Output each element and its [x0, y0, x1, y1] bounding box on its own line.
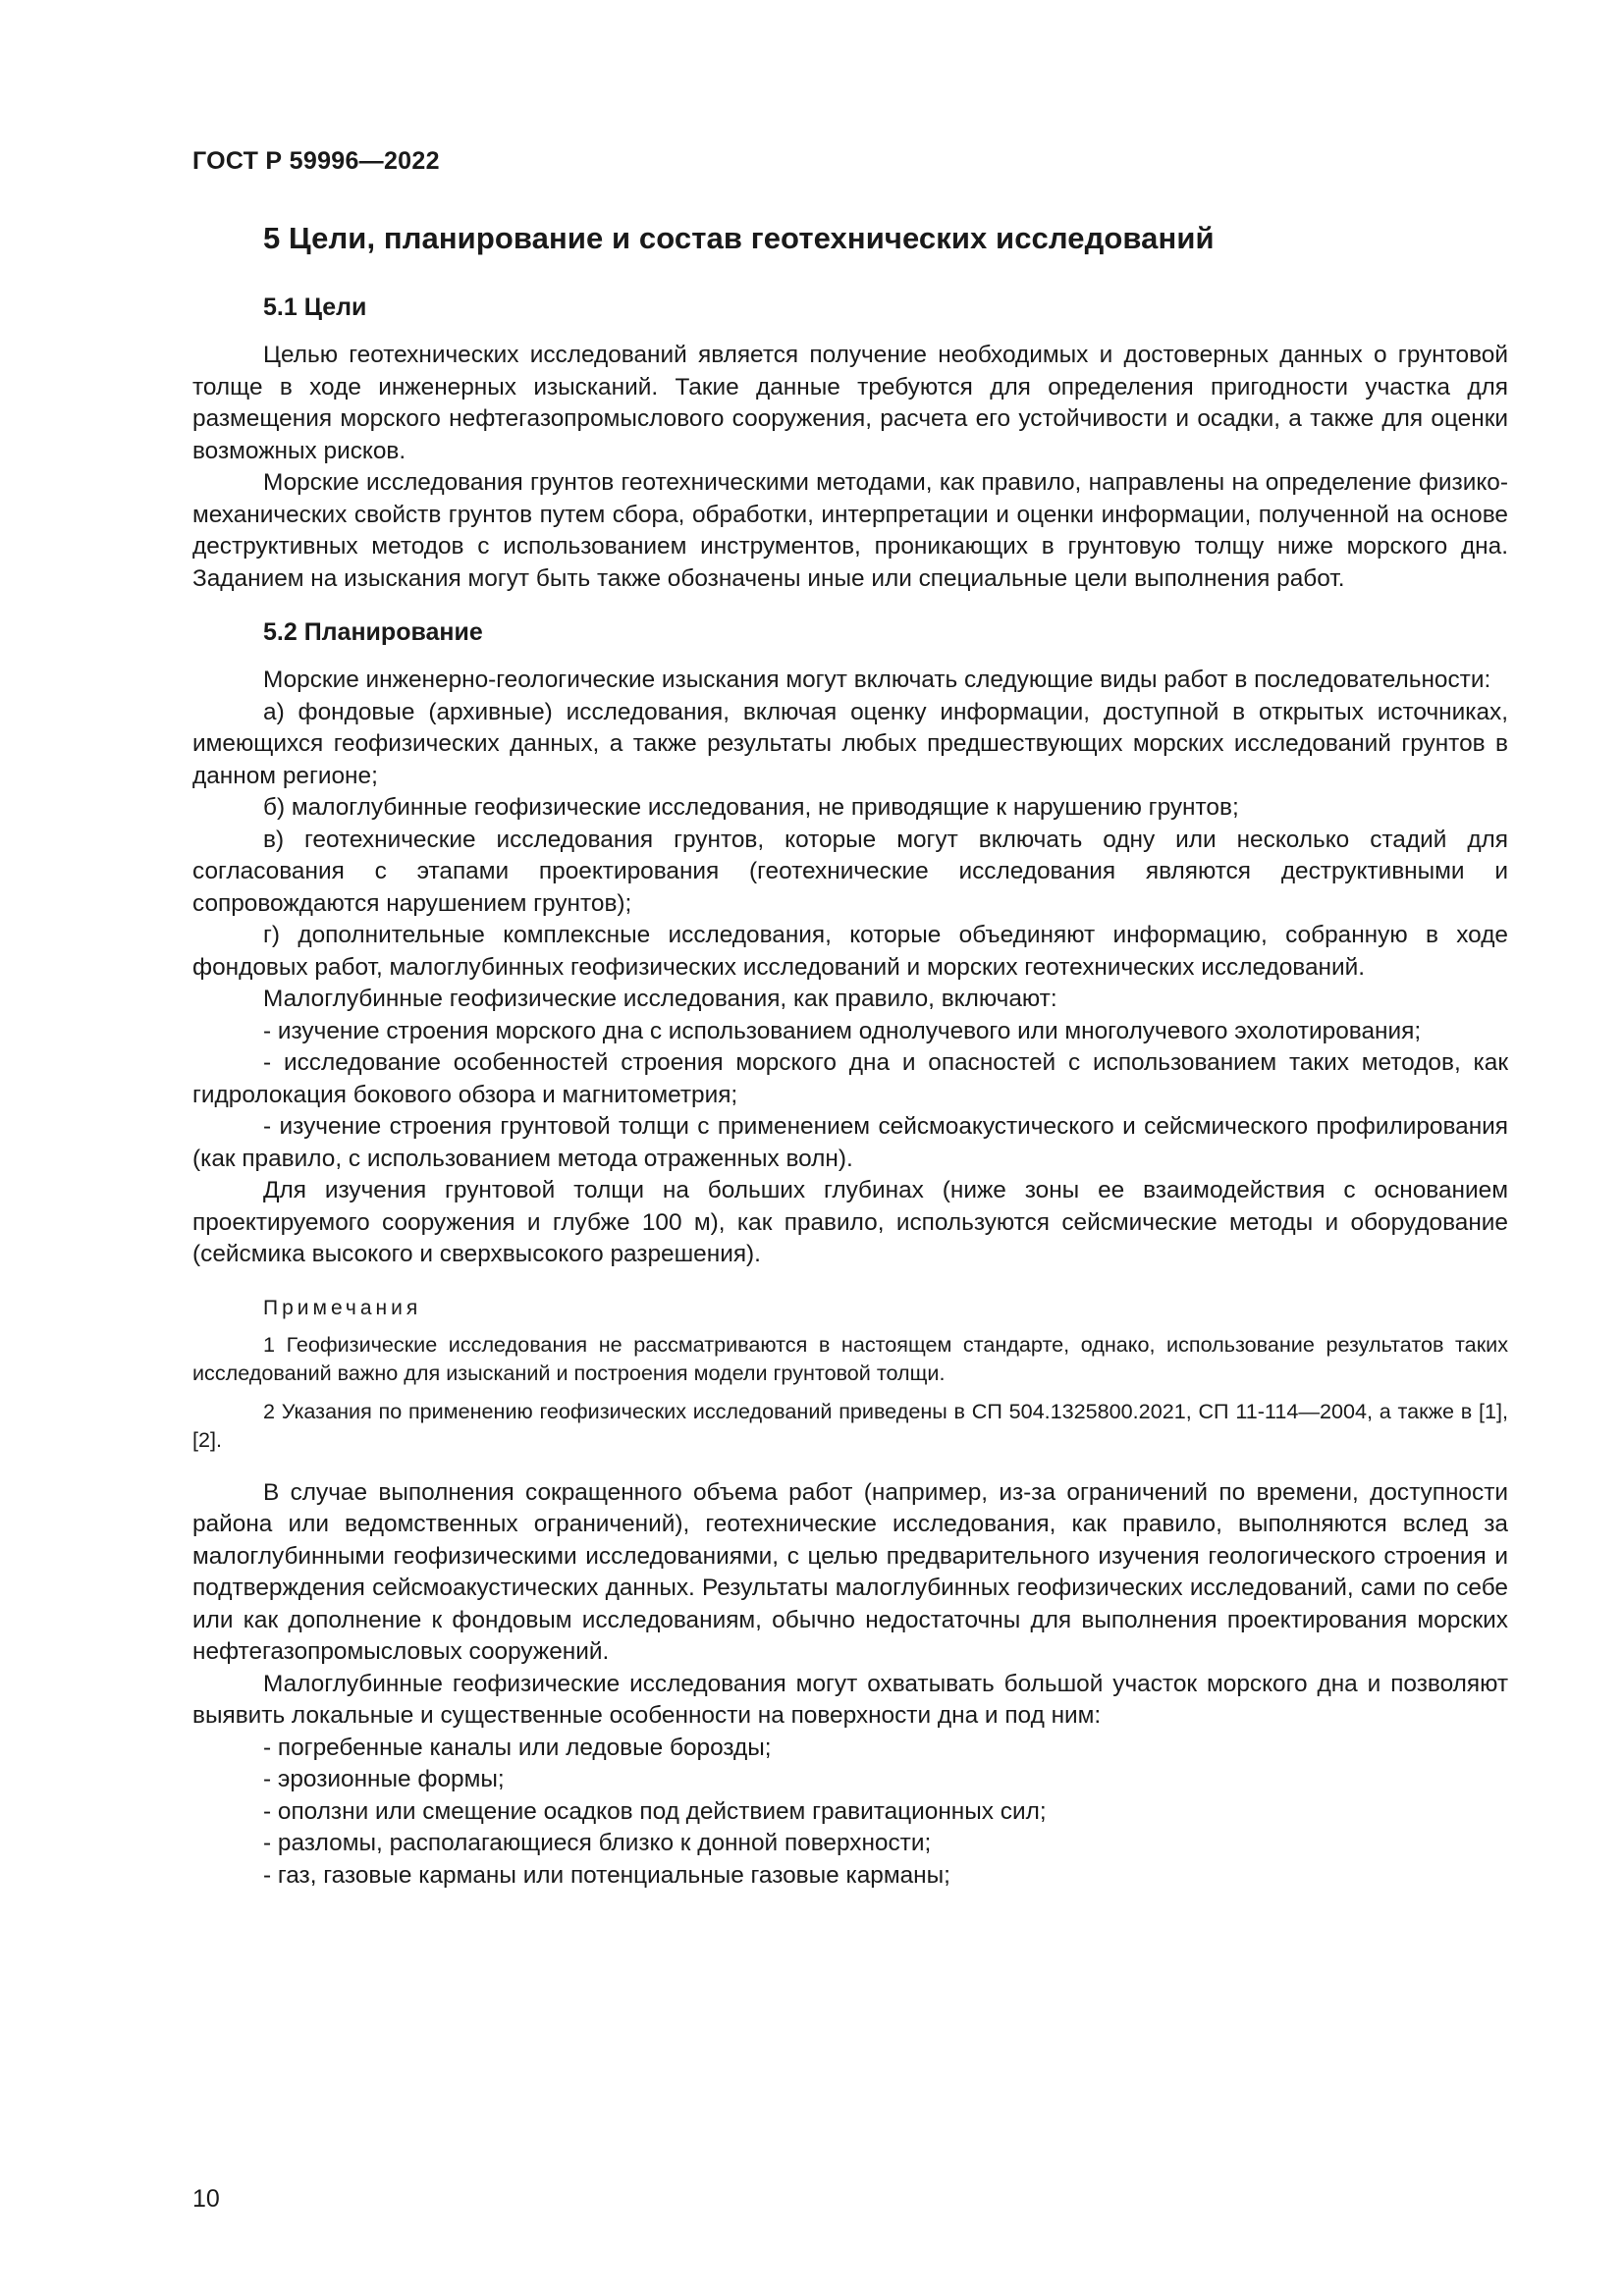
paragraph: Малоглубинные геофизические исследования могут охватывать большой участок морского дна и позволяют выявить локальные и существенные особенности на поверхности дна и под ним: — [192, 1670, 1508, 1729]
standard-code: ГОСТ Р 59996—2022 — [192, 147, 440, 175]
list-item: - газ, газовые карманы или потенциальные газовые карманы; — [263, 1861, 950, 1889]
list-item: - изучение строения морского дна с использованием однолучевого или многолучевого эхолотирования; — [263, 1017, 1422, 1044]
list-item: - изучение строения грунтовой толщи с применением сейсмоакустического и сейсмического профилирования (как правило, с использованием метода отраженных волн). — [192, 1113, 1508, 1172]
subsection-title-planning: 5.2 Планирование — [263, 618, 483, 646]
list-item: - разломы, располагающиеся близко к донной поверхности; — [263, 1830, 932, 1856]
subsection-title-goals: 5.1 Цели — [263, 294, 367, 321]
list-item: - оползни или смещение осадков под действием гравитационных сил; — [263, 1797, 1047, 1825]
page-number: 10 — [192, 2185, 220, 2213]
paragraph: Морские инженерно-геологические изыскания могут включать следующие виды работ в последовательности: — [263, 667, 1491, 693]
list-item: - исследование особенностей строения морского дна и опасностей с использованием таких методов, как гидролокация бокового обзора и магнитометрия; — [192, 1049, 1508, 1108]
notes-title: Примечания — [263, 1296, 422, 1319]
paragraph: Морские исследования грунтов геотехническими методами, как правило, направлены на определение физико-механических свойств грунтов путем сбора, обработки, интерпретации и оценки информации, полученной на основе деструктивных методов с использованием инструментов, проникающих в грунтовую толщу ниже морского дна. Заданием на изыскания могут быть также обозначены иные или специальные цели выполнения работ. — [192, 469, 1508, 592]
note: 1 Геофизические исследования не рассматриваются в настоящем стандарте, однако, использование результатов таких исследований важно для изысканий и построения модели грунтовой толщи. — [192, 1331, 1508, 1385]
list-item: - эрозионные формы; — [263, 1766, 505, 1792]
paragraph: Целью геотехнических исследований является получение необходимых и достоверных данных о грунтовой толще в ходе инженерных изысканий. Такие данные требуются для определения пригодности участка для размещения морского нефтегазопромыслового сооружения, расчета его устойчивости и осадки, а также для оценки возможных рисков. — [192, 342, 1508, 464]
list-item: - погребенные каналы или ледовые борозды; — [263, 1734, 772, 1761]
paragraph: Для изучения грунтовой толщи на больших глубинах (ниже зоны ее взаимодействия с основанием проектируемого сооружения и глубже 100 м), как правило, используются сейсмические методы и оборудование (сейсмика высокого и сверхвысокого разрешения). — [192, 1177, 1508, 1267]
list-item: г) дополнительные комплексные исследования, которые объединяют информацию, собранную в ходе фондовых работ, малоглубинных геофизических исследований и морских геотехнических исследований. — [192, 922, 1508, 981]
document-body — [192, 221, 1508, 1892]
list-item: в) геотехнические исследования грунтов, которые могут включать одну или несколько стадий для согласования с этапами проектирования (геотехнические исследования являются деструктивными и сопровождаются нарушением грунтов); — [192, 826, 1508, 917]
section-title: 5 Цели, планирование и состав геотехнических исследований — [263, 221, 1215, 255]
paragraph: В случае выполнения сокращенного объема работ (например, из-за ограничений по времени, доступности района или ведомственных ограничений), геотехнические исследования, как правило, выполняются вслед за малоглубинными геофизическими исследованиями, с целью предварительного изучения геологического строения и подтверждения сейсмоакустических данных. Результаты малоглубинных геофизических исследований, сами по себе или как дополнение к фондовым исследованиям, обычно недостаточны для выполнения проектирования морских нефтегазопромысловых сооружений. — [192, 1478, 1508, 1665]
note: 2 Указания по применению геофизических исследований приведены в СП 504.1325800.2021, СП 11-114—2004, а также в [1], [2]. — [192, 1398, 1508, 1452]
list-item: б) малоглубинные геофизические исследования, не приводящие к нарушению грунтов; — [263, 794, 1239, 821]
list-item: а) фондовые (архивные) исследования, включая оценку информации, доступной в открытых источниках, имеющихся геофизических данных, а также результаты любых предшествующих морских исследований грунтов в данном регионе; — [192, 698, 1508, 789]
paragraph: Малоглубинные геофизические исследования, как правило, включают: — [263, 986, 1057, 1012]
